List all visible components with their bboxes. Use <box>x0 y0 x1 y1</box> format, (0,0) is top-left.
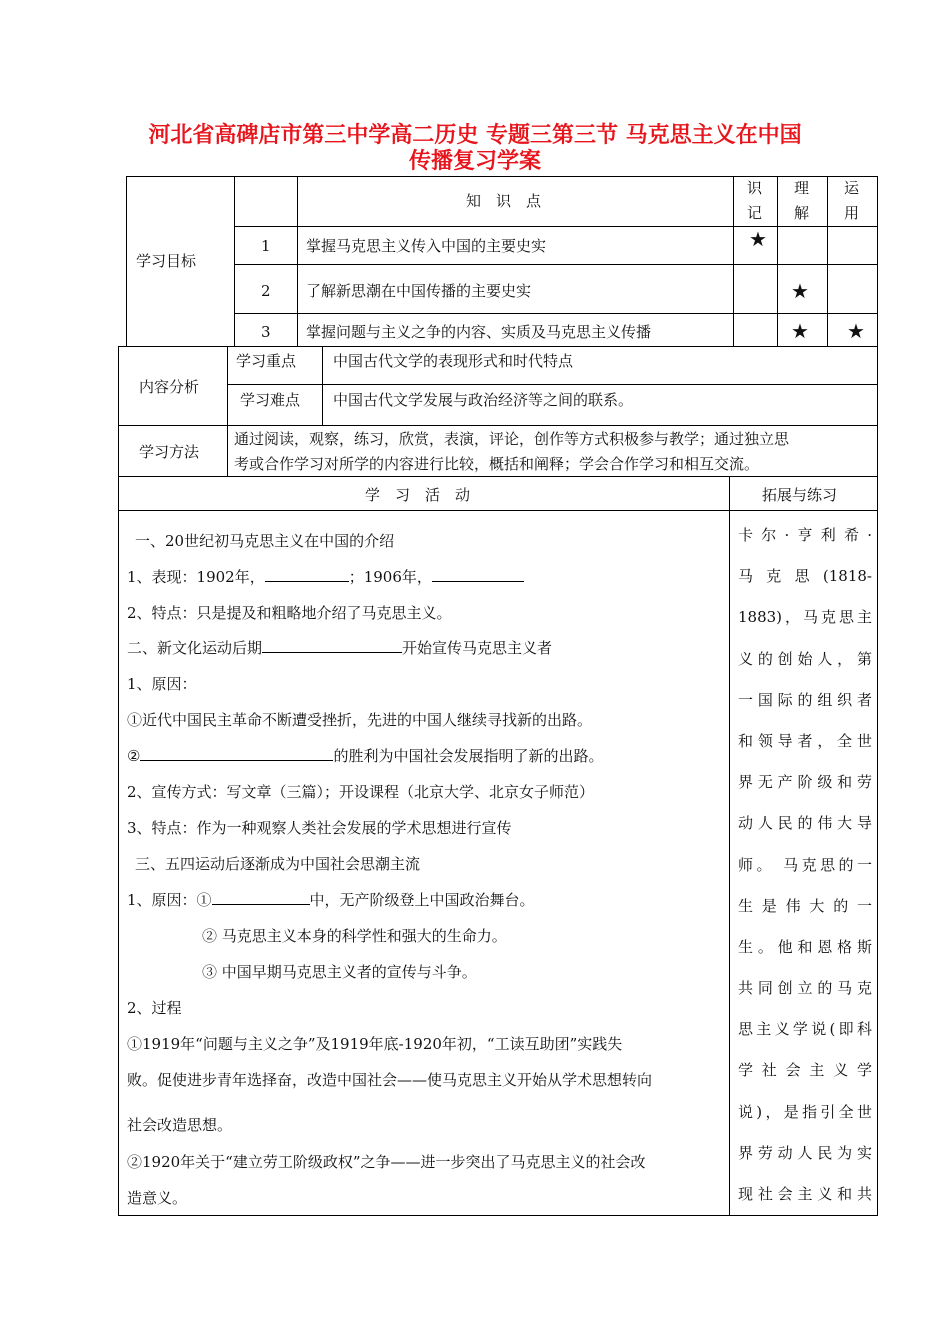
activity-line: 1、原因： <box>127 675 197 693</box>
table-border <box>322 346 323 425</box>
activity-line: 2、特点：只是提及和粗略地介绍了马克思主义。 <box>127 604 452 622</box>
extension-line: 现社会主义和共 <box>738 1185 872 1203</box>
activity-text: 1、表现：1902年， <box>127 568 265 586</box>
extension-line: 界无产阶级和劳 <box>738 773 872 792</box>
answer-blank <box>432 567 524 582</box>
recognize-header-2: 记 <box>747 204 763 222</box>
star-icon: ★ <box>791 319 809 343</box>
difficult-point-label: 学习难点 <box>240 391 301 409</box>
extension-line: 界劳动人民为实 <box>738 1143 872 1162</box>
table-border <box>118 346 119 1216</box>
table-border <box>877 176 878 346</box>
activity-line: ②1920年关于“建立劳工阶级政权”之争——进一步突出了马克思主义的社会改 <box>127 1153 646 1171</box>
table-border <box>733 176 734 346</box>
objective-text-1: 掌握马克思主义传入中国的主要史实 <box>306 237 547 255</box>
table-border <box>234 264 878 265</box>
extension-line: 学 社 会 主 义 学 <box>738 1061 872 1080</box>
star-icon: ★ <box>791 279 809 303</box>
objective-num-1: 1 <box>261 237 271 255</box>
activity-text: 二、新文化运动后期 <box>127 639 263 657</box>
key-point-label: 学习重点 <box>236 352 297 370</box>
activity-text: ；1906年， <box>348 568 432 586</box>
apply-header-1: 运 <box>844 179 860 197</box>
answer-blank <box>140 746 333 761</box>
activity-line: 3、特点：作为一种观察人类社会发展的学术思想进行宣传 <box>127 819 512 837</box>
activity-text: 1、原因：① <box>127 891 212 909</box>
table-border <box>877 346 878 1216</box>
activity-text: 中，无产阶级登上中国政治舞台。 <box>309 891 535 909</box>
objective-num-2: 2 <box>261 282 271 300</box>
recognize-header-1: 识 <box>747 179 763 197</box>
answer-blank <box>262 638 402 653</box>
table-border <box>729 476 730 1216</box>
section-heading-1: 一、20世纪初马克思主义在中国的介绍 <box>135 532 395 550</box>
extension-line: 一国际的组织者 <box>738 690 872 709</box>
understand-header-2: 解 <box>794 204 810 222</box>
apply-header-2: 用 <box>844 204 860 222</box>
extension-line: 1883)，马克思主 <box>738 608 872 627</box>
table-border <box>118 346 878 347</box>
key-point-text: 中国古代文学的表现形式和时代特点 <box>333 352 574 370</box>
star-icon: ★ <box>749 227 767 251</box>
extension-line: 说)，是指引全世 <box>738 1102 872 1121</box>
method-label: 学习方法 <box>139 443 200 461</box>
knowledge-header: 知 识 点 <box>466 192 542 210</box>
difficult-point-text: 中国古代文学发展与政治经济等之间的联系。 <box>333 391 634 409</box>
table-border <box>234 226 878 227</box>
understand-header-1: 理 <box>794 179 810 197</box>
objective-text-3: 掌握问题与主义之争的内容、实质及马克思主义传播 <box>306 323 652 341</box>
activity-line: ③ 中国早期马克思主义者的宣传与斗争。 <box>202 963 477 981</box>
activity-text: ② <box>127 747 141 765</box>
analysis-label: 内容分析 <box>139 378 200 396</box>
table-border <box>118 510 878 511</box>
extension-line: 卡尔·亨利希· <box>738 526 872 544</box>
method-text-1: 通过阅读，观察，练习，欣赏，表演，评论，创作等方式积极参与教学；通过独立思 <box>234 430 790 448</box>
table-border <box>126 176 127 346</box>
answer-blank <box>212 890 310 905</box>
extension-header: 拓展与练习 <box>762 486 838 504</box>
table-border <box>227 346 228 476</box>
page-title-line-2: 传播复习学案 <box>408 149 541 174</box>
star-icon: ★ <box>847 319 865 343</box>
activity-line: 社会改造思想。 <box>127 1116 233 1134</box>
activity-line: 败。促使进步青年选择奋，改造中国社会——使马克思主义开始从学术思想转向 <box>127 1071 653 1089</box>
extension-text <box>738 515 872 1215</box>
extension-line: 和领导者，全世 <box>738 731 872 750</box>
activities-header: 学 习 活 动 <box>365 486 471 504</box>
table-border <box>118 476 878 477</box>
table-border <box>118 425 878 426</box>
activity-line: ② 马克思主义本身的科学性和强大的生命力。 <box>202 927 507 945</box>
table-border <box>227 384 878 385</box>
activity-line: ①1919年“问题与主义之争”及1919年底-1920年初，“工读互助团”实践失 <box>127 1035 623 1053</box>
method-text-2: 考或合作学习对所学的内容进行比较，概括和阐释；学会合作学习和相互交流。 <box>234 455 760 473</box>
activity-line <box>127 567 524 587</box>
activity-line <box>127 746 603 766</box>
extension-line: 马 克 思 (1818- <box>738 567 872 586</box>
table-border <box>297 176 298 346</box>
table-border <box>827 176 828 346</box>
page-title-line-1: 河北省高碑店市第三中学高二历史 专题三第三节 马克思主义在中国 <box>148 123 802 148</box>
extension-line: 师。 马克思的一 <box>738 855 872 874</box>
table-border <box>777 176 778 346</box>
answer-blank <box>265 567 349 582</box>
activity-line: ①近代中国民主革命不断遭受挫折，先进的中国人继续寻找新的出路。 <box>127 711 593 729</box>
activity-line: 造意义。 <box>127 1189 188 1207</box>
activity-text: 的胜利为中国社会发展指明了新的出路。 <box>333 747 604 765</box>
section-heading-2 <box>127 638 552 658</box>
table-border <box>126 176 878 177</box>
extension-line: 共同创立的马克 <box>738 979 872 998</box>
table-border <box>234 313 878 314</box>
objective-num-3: 3 <box>261 323 271 341</box>
section-heading-3: 三、五四运动后逐渐成为中国社会思潮主流 <box>135 855 421 873</box>
objectives-label: 学习目标 <box>136 252 197 270</box>
extension-line: 生 是 伟 大 的 一 <box>738 896 872 915</box>
activity-line <box>127 890 535 910</box>
activity-text: 开始宣传马克思主义者 <box>402 639 553 657</box>
extension-line: 思主义学说(即科 <box>738 1020 872 1039</box>
table-border <box>234 176 235 346</box>
extension-line: 义的创始人，第 <box>738 649 872 668</box>
objective-text-2: 了解新思潮在中国传播的主要史实 <box>306 282 532 300</box>
activity-line: 2、宣传方式：写文章（三篇）；开设课程（北京大学、北京女子师范） <box>127 783 595 801</box>
extension-line: 生。他和恩格斯 <box>738 937 872 956</box>
extension-line: 动人民的伟大导 <box>738 814 872 833</box>
activity-line: 2、过程 <box>127 999 182 1017</box>
